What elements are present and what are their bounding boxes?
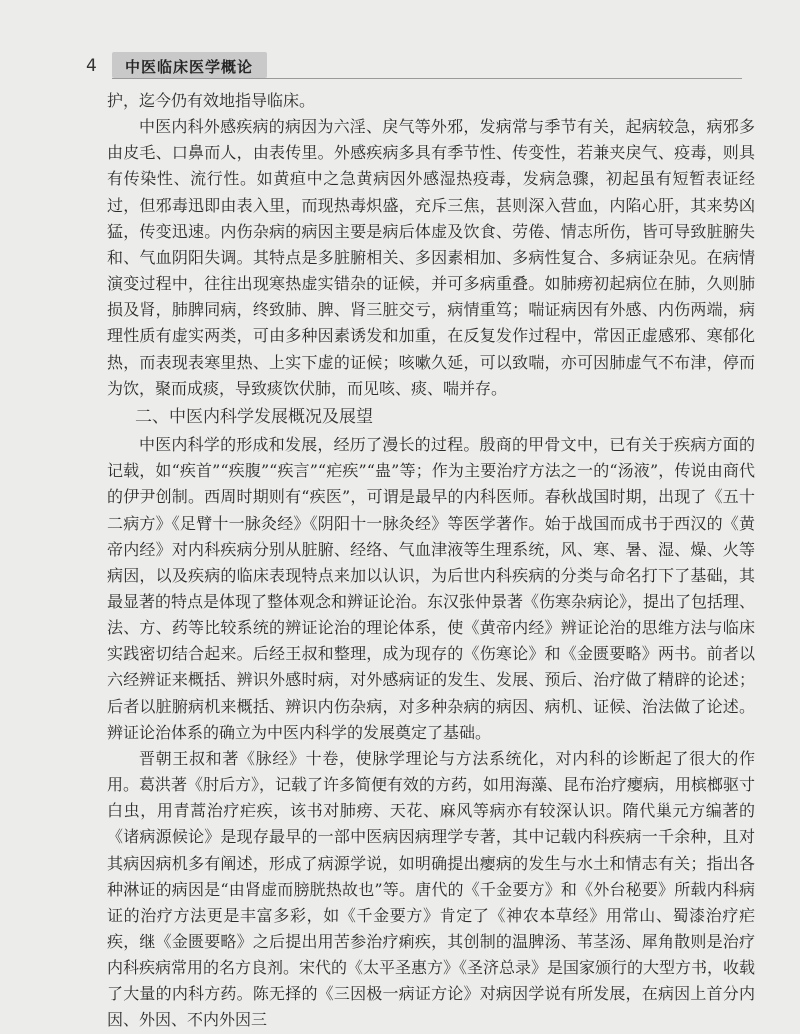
paragraph-continuation: 护，迄今仍有效地指导临床。	[107, 91, 316, 110]
body-text	[107, 88, 755, 1034]
paragraph-jin-song: 晋朝王叔和著《脉经》十卷，使脉学理论与方法系统化，对内科的诊断起了很大的作用。葛洪著《肘后方》，记载了许多简便有效的方药，如用海藻、昆布治疗瘿病，用槟榔驱寸白虫，用青蒿治疗疟疾，该书对肺痨、天花、麻风等病亦有较深认识。隋代巢元方编著的《诸病源候论》是现存最早的一部中医病因病理学专著，其中记载内科疾病一千余种，且对其病因病机多有阐述，形成了病源学说，如明确提出瘿病的发生与水土和情志有关；指出各种淋证的病因是“由肾虚而膀胱热故也”等。唐代的《千金要方》和《外台秘要》所载内科病证的治疗方法更是丰富多彩，如《千金要方》肯定了《神农本草经》用常山、蜀漆治疗疟疾，继《金匮要略》之后提出用苦参治疗痢疾，其创制的温脾汤、苇茎汤、犀角散则是治疗内科疾病常用的名方良剂。宋代的《太平圣惠方》《圣济总录》是国家颁行的大型方书，收载了大量的内科方药。陈无择的《三因极一病证方论》对病因学说有所发展，在病因上首分内因、外因、不内外因三	[107, 748, 756, 1030]
paragraph-etiology: 中医内科外感疾病的病因为六淫、戾气等外邪，发病常与季节有关，起病较急，病邪多由皮毛、口鼻而人，由表传里。外感疾病多具有季节性、传变性，若兼夹戾气、疫毒，则具有传染性、流行性。如黄疸中之急黄病因外感湿热疫毒，发病急骤，初起虽有短暂表证经过，但邪毒迅即由表入里，而现热毒炽盛，充斥三焦，甚则深入营血，内陷心肝，其来势凶猛，传变迅速。内伤杂病的病因主要是病后体虚及饮食、劳倦、情志所伤，皆可导致脏腑失和、气血阴阳失调。其特点是多脏腑相关、多因素相加、多病性复合、多病证杂见。在病情演变过程中，往往出现寒热虚实错杂的证候，并可多病重叠。如肺痨初起病位在肺，久则肺损及肾，肺脾同病，终致肺、脾、肾三脏交亏，病情重笃；喘证病因有外感、内伤两端，病理性质有虚实两类，可由多种因素诱发和加重，在反复发作过程中，常因正虚感邪、寒郁化热，而表现表寒里热、上实下虚的证候；咳嗽久延，可以致喘，亦可因肺虚气不布津，停而为饮，聚而成痰，导致痰饮伏肺，而见咳、痰、喘并存。	[107, 117, 755, 398]
paragraph-history: 中医内科学的形成和发展，经历了漫长的过程。殷商的甲骨文中，已有关于疾病方面的记载，如“疾首”“疾腹”“疾言”“疟疾”“蛊”等；作为主要治疗方法之一的“汤液”，传说由商代的伊尹创制。西周时期则有“疾医”，可谓是最早的内科医师。春秋战国时期，出现了《五十二病方》《足臂十一脉灸经》《阴阳十一脉灸经》等医学著作。始于战国而成书于西汉的《黄帝内经》对内科疾病分别从脏腑、经络、气血津液等生理系统，风、寒、暑、湿、燥、火等病因，以及疾病的临床表现特点来加以认识，为后世内科疾病的分类与命名打下了基础，其最显著的特点是体现了整体观念和辨证论治。东汉张仲景著《伤寒杂病论》，提出了包括理、法、方、药等比较系统的辨证论治的理论体系，使《黄帝内经》辨证论治的思维方法与临床实践密切结合起来。后经王叔和整理，成为现存的《伤寒论》和《金匮要略》两书。前者以六经辨证来概括、辨识外感时病，对外感病证的发生、发展、预后、治疗做了精辟的论述；后者以脏腑病机来概括、辨识内伤杂病，对多种杂病的病因、病机、证候、治法做了论述。辨证论治体系的确立为中医内科学的发展奠定了基础。	[107, 435, 756, 742]
running-header-title: 中医临床医学概论	[125, 58, 254, 76]
page-number: 4	[86, 56, 97, 76]
section-heading: 二、中医内科学发展概况及展望	[135, 406, 373, 427]
header-rule	[112, 78, 742, 79]
